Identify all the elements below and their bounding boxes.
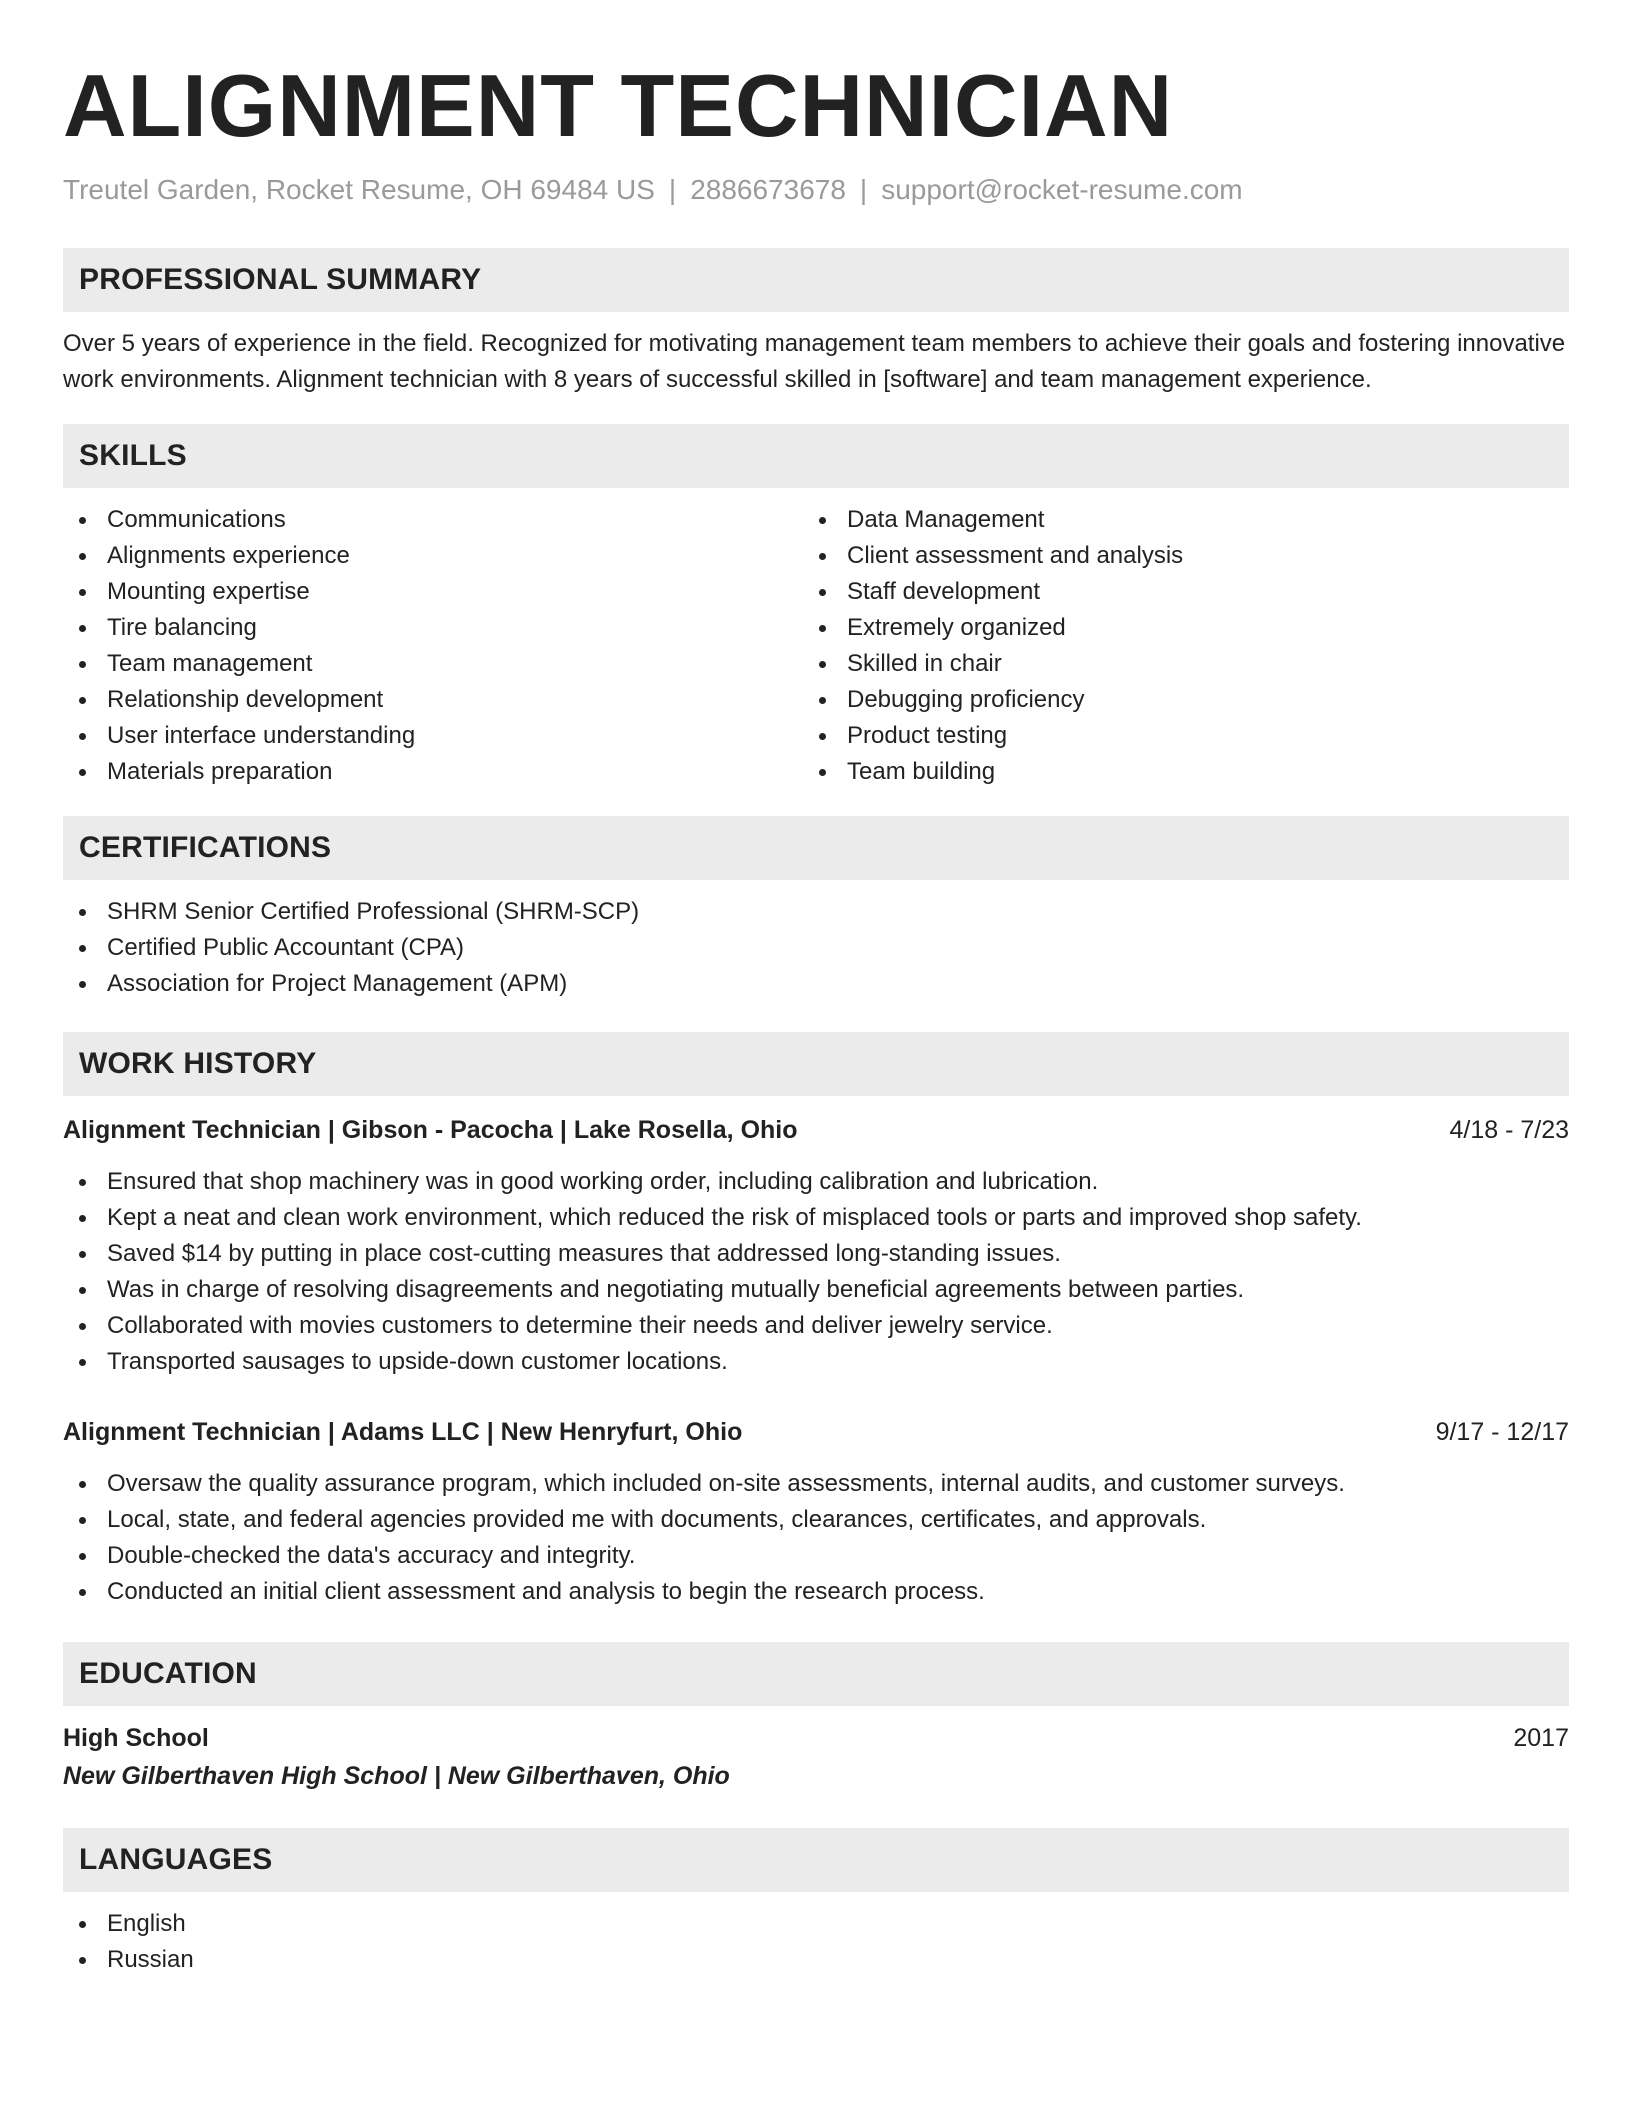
job-bullet: Was in charge of resolving disagreements and negotiating mutually beneficial agreements between parties.: [63, 1272, 1569, 1308]
contact-address: Treutel Garden, Rocket Resume, OH 69484 US: [63, 174, 655, 205]
skills-list: [63, 502, 1569, 790]
skill-item: Data Management: [803, 502, 1543, 538]
contact-email: support@rocket-resume.com: [881, 174, 1243, 205]
job-dates: 9/17 - 12/17: [1435, 1418, 1569, 1446]
job-entry: [63, 1112, 1569, 1380]
language-item: Russian: [63, 1942, 1569, 1978]
resume-title: ALIGNMENT TECHNICIAN: [63, 56, 1174, 155]
job-title: Alignment Technician | Gibson - Pacocha | Lake Rosella, Ohio: [63, 1116, 798, 1144]
skill-item: Debugging proficiency: [803, 682, 1543, 718]
job-bullet: Conducted an initial client assessment and analysis to begin the research process.: [63, 1574, 1569, 1610]
section-heading-summary: PROFESSIONAL SUMMARY: [63, 248, 1569, 312]
certification-item: Certified Public Accountant (CPA): [63, 930, 1569, 966]
job-bullet: Saved $14 by putting in place cost-cutting measures that addressed long-standing issues.: [63, 1236, 1569, 1272]
skills-column-right: [803, 502, 1543, 790]
job-bullet: Transported sausages to upside-down customer locations.: [63, 1344, 1569, 1380]
job-bullet: Local, state, and federal agencies provided me with documents, clearances, certificates, and approvals.: [63, 1502, 1569, 1538]
education-school: New Gilberthaven High School | New Gilberthaven, Ohio: [63, 1762, 730, 1790]
contact-phone: 2886673678: [690, 174, 846, 205]
skill-item: User interface understanding: [63, 718, 803, 754]
job-bullet: Oversaw the quality assurance program, which included on-site assessments, internal audits, and customer surveys.: [63, 1466, 1569, 1502]
skill-item: Extremely organized: [803, 610, 1543, 646]
skill-item: Skilled in chair: [803, 646, 1543, 682]
skill-item: Relationship development: [63, 682, 803, 718]
job-header: [63, 1414, 1569, 1450]
contact-separator: |: [859, 174, 868, 205]
skill-item: Team building: [803, 754, 1543, 790]
language-item: English: [63, 1906, 1569, 1942]
job-title: Alignment Technician | Adams LLC | New Henryfurt, Ohio: [63, 1418, 743, 1446]
contact-separator: |: [668, 174, 677, 205]
section-heading-work-history: WORK HISTORY: [63, 1032, 1569, 1096]
skill-item: Staff development: [803, 574, 1543, 610]
job-bullet: Double-checked the data's accuracy and integrity.: [63, 1538, 1569, 1574]
certification-item: Association for Project Management (APM): [63, 966, 1569, 1002]
summary-text: Over 5 years of experience in the field. Recognized for motivating management team members to achieve their goals and fostering innovative work environments. Alignment technician with 8 years of successful skilled in [software] and team management experience.: [63, 330, 1566, 393]
job-bullet: Collaborated with movies customers to determine their needs and deliver jewelry service.: [63, 1308, 1569, 1344]
skills-column-left: [63, 502, 803, 790]
skill-item: Communications: [63, 502, 803, 538]
section-heading-skills: SKILLS: [63, 424, 1569, 488]
languages-list: [63, 1906, 1569, 1978]
skill-item: Tire balancing: [63, 610, 803, 646]
job-bullet: Kept a neat and clean work environment, which reduced the risk of misplaced tools or parts and improved shop safety.: [63, 1200, 1569, 1236]
contact-line: [63, 172, 1569, 208]
skill-item: Alignments experience: [63, 538, 803, 574]
skill-item: Team management: [63, 646, 803, 682]
certification-item: SHRM Senior Certified Professional (SHRM-SCP): [63, 894, 1569, 930]
education-degree: High School: [63, 1724, 209, 1752]
certifications-list: [63, 894, 1569, 1002]
section-heading-education: EDUCATION: [63, 1642, 1569, 1706]
job-bullet: Ensured that shop machinery was in good working order, including calibration and lubrication.: [63, 1164, 1569, 1200]
job-bullets: [63, 1164, 1569, 1380]
education-year: 2017: [1513, 1724, 1569, 1752]
skill-item: Mounting expertise: [63, 574, 803, 610]
education-header: [63, 1720, 1569, 1756]
section-heading-certifications: CERTIFICATIONS: [63, 816, 1569, 880]
section-heading-languages: LANGUAGES: [63, 1828, 1569, 1892]
job-bullets: [63, 1466, 1569, 1610]
job-dates: 4/18 - 7/23: [1449, 1116, 1569, 1144]
job-header: [63, 1112, 1569, 1148]
skill-item: Product testing: [803, 718, 1543, 754]
skill-item: Materials preparation: [63, 754, 803, 790]
skill-item: Client assessment and analysis: [803, 538, 1543, 574]
job-entry: [63, 1414, 1569, 1610]
